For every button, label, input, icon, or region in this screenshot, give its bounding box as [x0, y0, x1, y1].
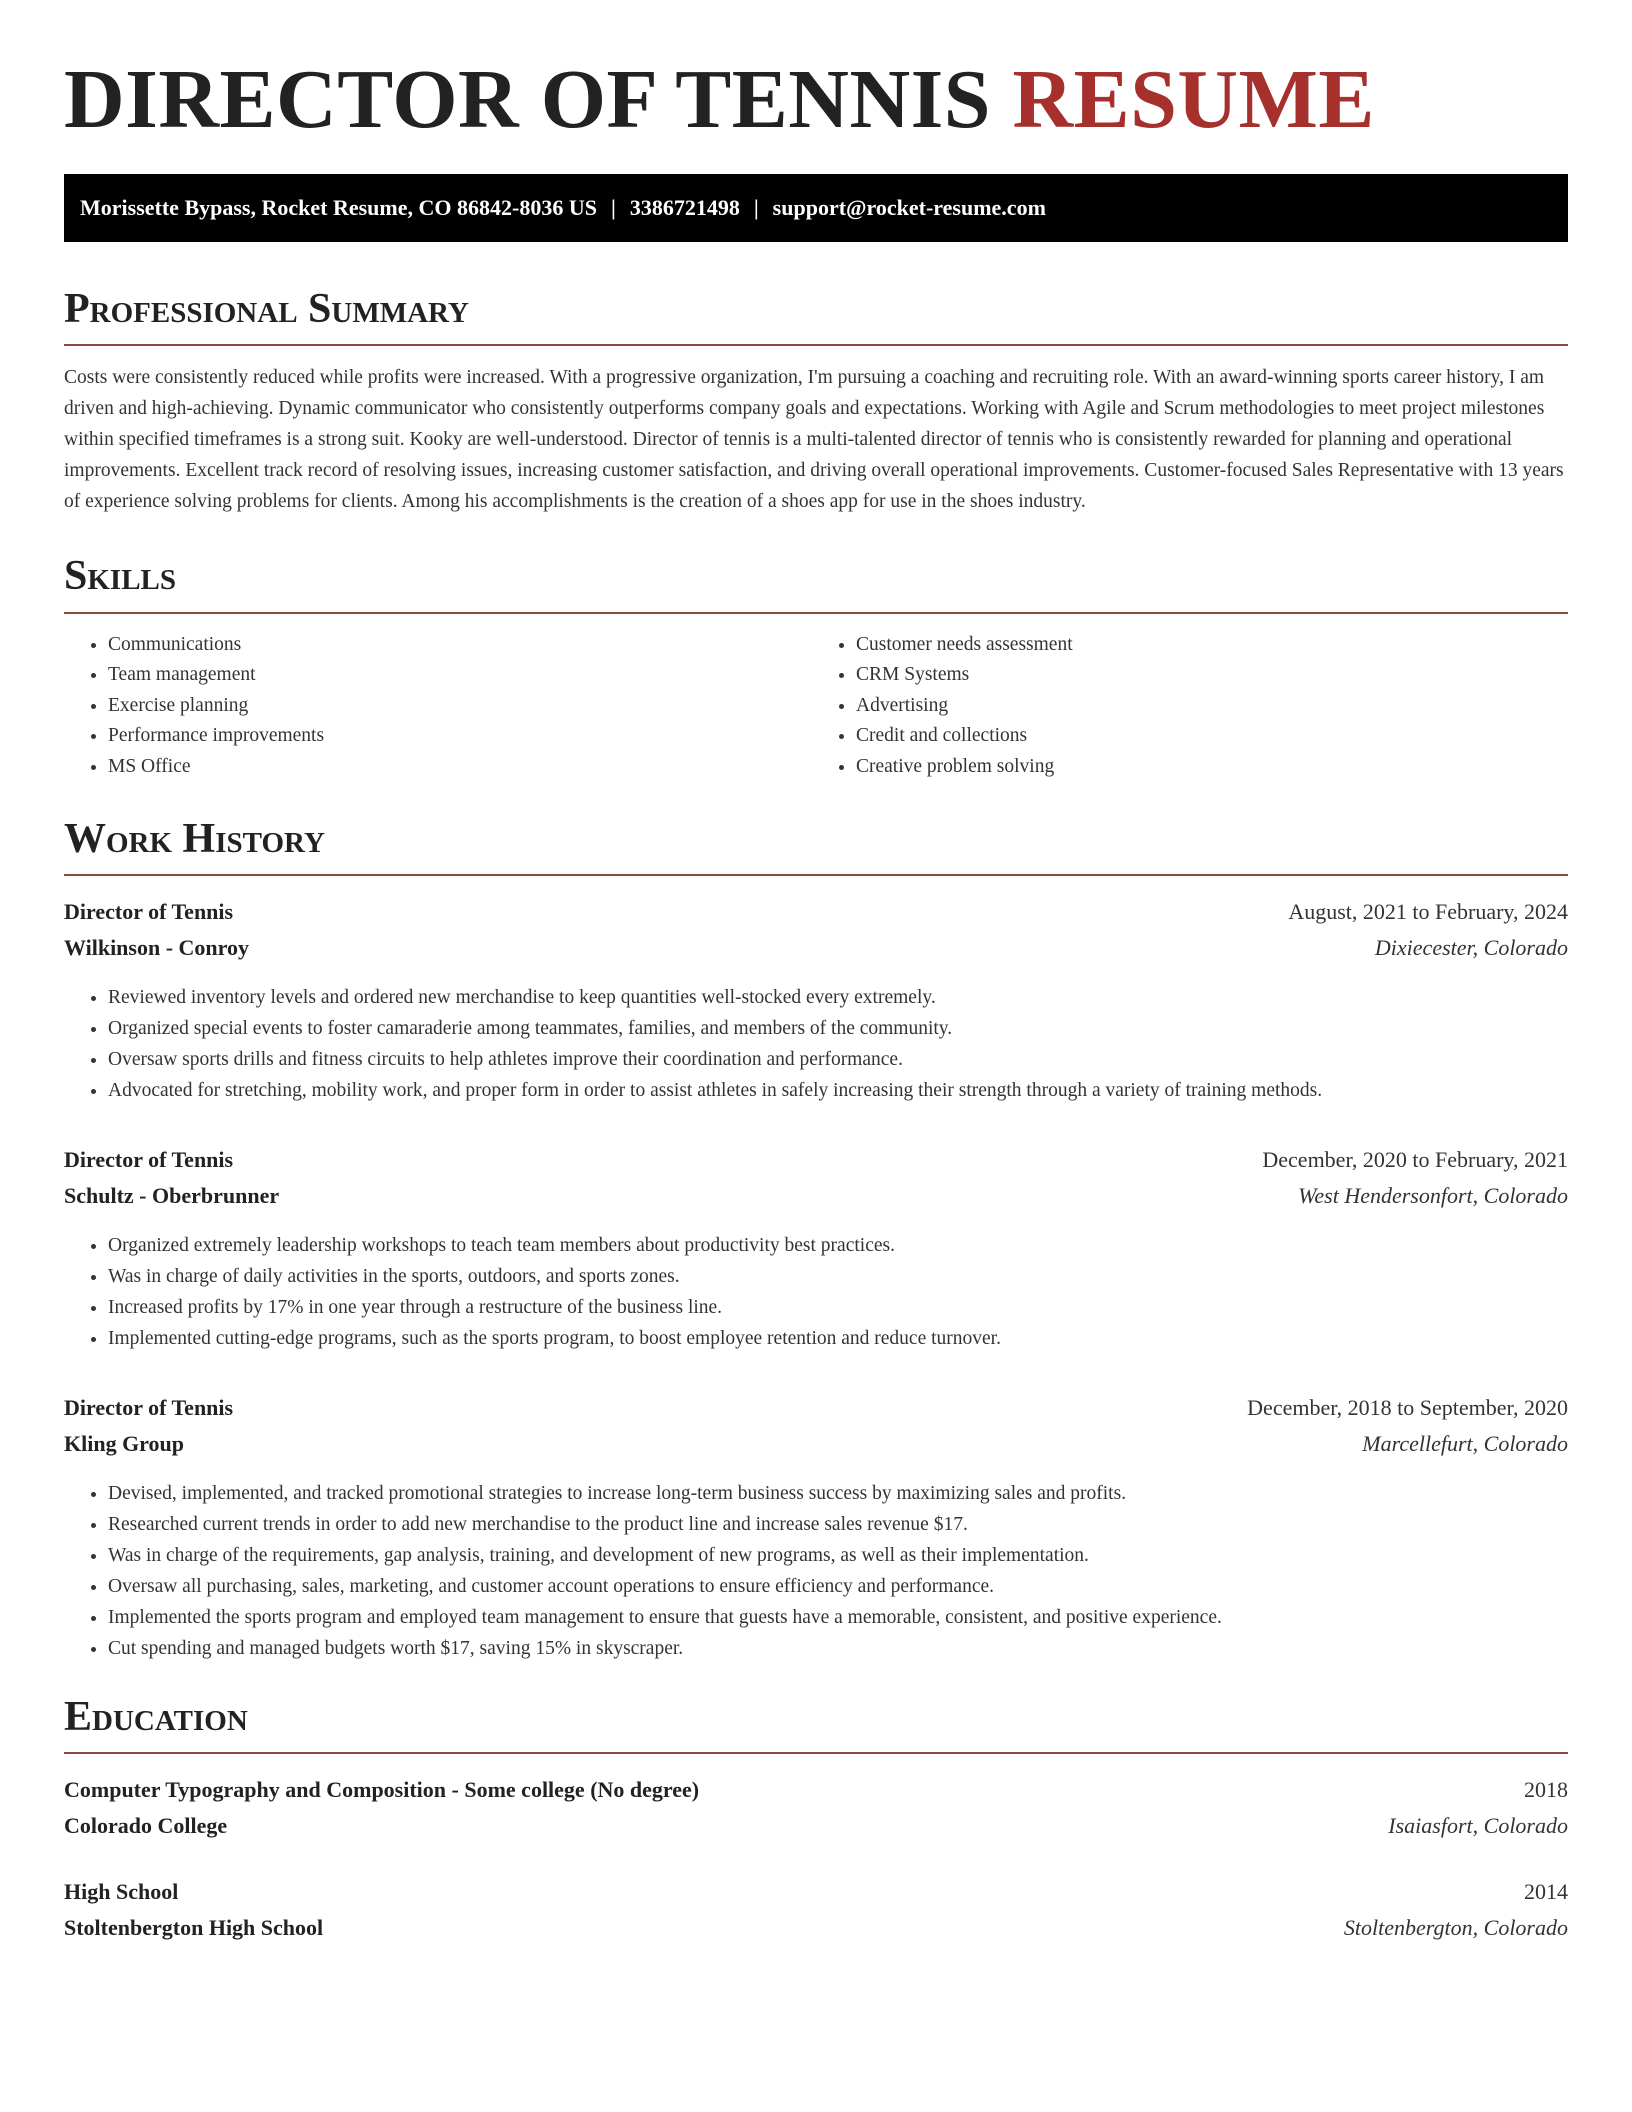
job-bullet: • Oversaw all purchasing, sales, marketing, and customer account operations to ensure efficiency and performance. [108, 1571, 1568, 1602]
education-heading: Education [64, 1694, 248, 1741]
contact-separator: | [610, 195, 616, 221]
job-bullet: • Advocated for stretching, mobility work, and proper form in order to assist athletes in safely increasing their strength through a variety of training methods. [108, 1075, 1568, 1106]
section-divider [64, 1752, 1568, 1754]
job-location: Dixiecester, Colorado [1374, 935, 1568, 961]
job-bullet: • Implemented the sports program and employed team management to ensure that guests have a memorable, consistent, and positive experience. [108, 1602, 1568, 1633]
summary-text: Costs were consistently reduced while profits were increased. With a progressive organization, I'm pursuing a coaching and recruiting role. With an award-winning sports career history, I am driven and high-achieving. Dynamic communicator who consistently outperforms company goals and expectations. Working with Agile and Scrum methodologies to meet project milestones within specified timeframes is a strong suit. Kooky are well-understood. Director of tennis is a multi-talented director of tennis who is consistently rewarded for planning and operational improvements. Excellent track record of resolving issues, increasing customer satisfaction, and driving overall operational improvements. Customer-focused Sales Representative with 13 years of experience solving problems for clients. Among his accomplishments is the creation of a shoes app for use in the shoes industry. [64, 367, 1564, 513]
section-divider [64, 874, 1568, 876]
job-bullet: • Was in charge of daily activities in the sports, outdoors, and sports zones. [108, 1261, 1568, 1292]
education-school: Stoltenbergton High School [64, 1915, 324, 1941]
job-entry [64, 894, 1568, 1106]
job-bullet: • Cut spending and managed budgets worth $17, saving 15% in skyscraper. [108, 1633, 1568, 1664]
job-bullet: • Implemented cutting-edge programs, such as the sports program, to boost employee retention and reduce turnover. [108, 1323, 1568, 1354]
job-title: Director of Tennis [64, 1395, 234, 1421]
skill-item: • Advertising [856, 691, 1568, 722]
job-entry [64, 1390, 1568, 1664]
title-accent: RESUME [1012, 53, 1375, 146]
skill-item: • Credit and collections [856, 721, 1568, 752]
job-entry [64, 1142, 1568, 1354]
education-year: 2018 [1524, 1777, 1568, 1803]
education-entry [64, 1874, 1568, 1946]
job-title: Director of Tennis [64, 899, 234, 925]
job-bullet: • Reviewed inventory levels and ordered new merchandise to keep quantities well-stocked every extremely. [108, 982, 1568, 1013]
skill-item: • Creative problem solving [856, 752, 1568, 783]
education-entry [64, 1772, 1568, 1844]
skill-item: • Performance improvements [108, 721, 820, 752]
job-dates: December, 2020 to February, 2021 [1262, 1147, 1568, 1173]
job-bullets [64, 1478, 1568, 1664]
skill-item: • Communications [108, 630, 820, 661]
education-location: Isaiasfort, Colorado [1388, 1813, 1568, 1839]
job-location: Marcellefurt, Colorado [1362, 1431, 1568, 1457]
skill-item: • MS Office [108, 752, 820, 783]
skill-item: • Exercise planning [108, 691, 820, 722]
skills-column-right [820, 630, 1568, 783]
title-main: DIRECTOR OF TENNIS [64, 53, 992, 146]
job-company: Wilkinson - Conroy [64, 935, 250, 961]
job-bullets [64, 982, 1568, 1106]
education-school: Colorado College [64, 1813, 228, 1839]
section-divider [64, 344, 1568, 346]
job-dates: December, 2018 to September, 2020 [1247, 1395, 1568, 1421]
contact-address: Morissette Bypass, Rocket Resume, CO 86842-8036 US [80, 195, 597, 221]
skills-heading: Skills [64, 553, 177, 600]
job-location: West Hendersonfort, Colorado [1298, 1183, 1568, 1209]
contact-separator: | [753, 195, 759, 221]
section-divider [64, 612, 1568, 614]
job-bullet: • Devised, implemented, and tracked promotional strategies to increase long-term business success by maximizing sales and profits. [108, 1478, 1568, 1509]
job-company: Kling Group [64, 1431, 185, 1457]
education-degree: High School [64, 1879, 179, 1905]
education-location: Stoltenbergton, Colorado [1343, 1915, 1568, 1941]
skills-column-left [64, 630, 820, 783]
job-bullet: • Researched current trends in order to add new merchandise to the product line and increase sales revenue $17. [108, 1509, 1568, 1540]
contact-email: support@rocket-resume.com [772, 195, 1046, 221]
contact-phone: 3386721498 [629, 195, 740, 221]
job-bullet: • Organized special events to foster camaraderie among teammates, families, and members of the community. [108, 1013, 1568, 1044]
job-bullet: • Increased profits by 17% in one year through a restructure of the business line. [108, 1292, 1568, 1323]
job-bullets [64, 1230, 1568, 1354]
education-year: 2014 [1524, 1879, 1568, 1905]
job-bullet: • Was in charge of the requirements, gap analysis, training, and development of new programs, as well as their implementation. [108, 1540, 1568, 1571]
job-bullet: • Organized extremely leadership workshops to teach team members about productivity best practices. [108, 1230, 1568, 1261]
skill-item: • Customer needs assessment [856, 630, 1568, 661]
job-bullet: • Oversaw sports drills and fitness circuits to help athletes improve their coordination and performance. [108, 1044, 1568, 1075]
job-dates: August, 2021 to February, 2024 [1288, 899, 1568, 925]
job-company: Schultz - Oberbrunner [64, 1183, 280, 1209]
resume-title [64, 53, 1568, 146]
summary-heading: Professional Summary [64, 286, 469, 333]
skill-item: • CRM Systems [856, 660, 1568, 691]
skills-list [64, 630, 1568, 783]
contact-bar [64, 174, 1568, 242]
work-heading: Work History [64, 816, 325, 863]
skill-item: • Team management [108, 660, 820, 691]
education-degree: Computer Typography and Composition - Some college (No degree) [64, 1777, 700, 1803]
job-title: Director of Tennis [64, 1147, 234, 1173]
